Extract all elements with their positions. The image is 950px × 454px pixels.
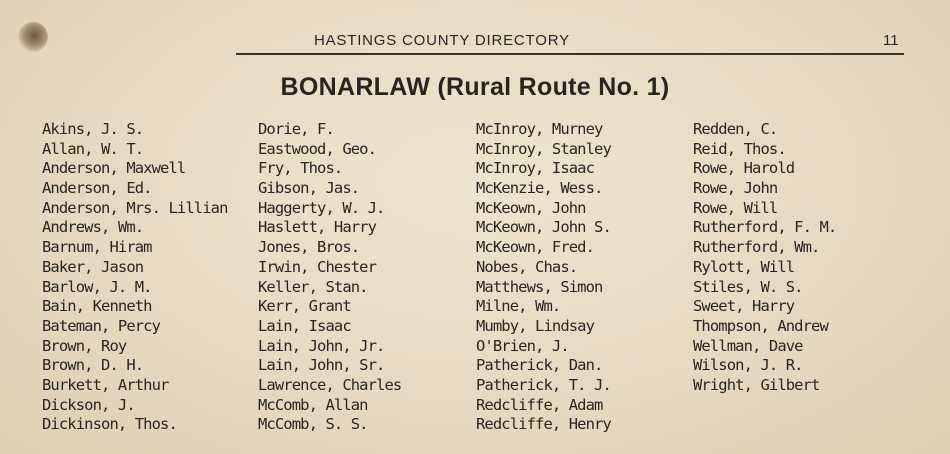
directory-entry: Rowe, Harold xyxy=(693,159,795,178)
directory-entry: Redcliffe, Adam xyxy=(476,395,603,414)
directory-entry: Patherick, Dan. xyxy=(476,356,603,375)
directory-entry: McKenzie, Wess. xyxy=(476,179,603,198)
directory-entry: Stiles, W. S. xyxy=(693,277,803,296)
directory-entry: Brown, D. H. xyxy=(42,356,144,375)
directory-entry: Lain, Isaac xyxy=(258,316,351,335)
directory-entry: Irwin, Chester xyxy=(258,257,377,276)
directory-entry: Dickson, J. xyxy=(42,395,135,414)
directory-entry: Lawrence, Charles xyxy=(258,375,402,394)
directory-entry: Haslett, Harry xyxy=(258,218,377,237)
directory-entry: Sweet, Harry xyxy=(693,297,795,316)
directory-title: HASTINGS COUNTY DIRECTORY xyxy=(314,32,570,49)
directory-entry: Barnum, Hiram xyxy=(42,238,152,257)
directory-entry: Redcliffe, Henry xyxy=(476,415,611,434)
directory-entry: McKeown, John xyxy=(476,198,586,217)
directory-entry: Fry, Thos. xyxy=(258,159,343,178)
directory-entry: McInroy, Murney xyxy=(476,120,603,138)
directory-entry: Jones, Bros. xyxy=(258,238,360,257)
directory-entry: Nobes, Chas. xyxy=(476,257,578,276)
directory-entry: Dorie, F. xyxy=(258,120,334,138)
directory-entry: Burkett, Arthur xyxy=(42,375,169,394)
directory-entry: Bain, Kenneth xyxy=(42,297,152,316)
directory-entry: Baker, Jason xyxy=(42,257,144,276)
page-number: 11 xyxy=(883,32,899,49)
directory-entry: Patherick, T. J. xyxy=(476,375,611,394)
directory-entry: O'Brien, J. xyxy=(476,336,569,355)
header-rule xyxy=(236,53,904,55)
directory-entry: Eastwood, Geo. xyxy=(258,139,377,158)
directory-entry: Reid, Thos. xyxy=(693,139,786,158)
directory-entry: Keller, Stan. xyxy=(258,277,368,296)
section-title: BONARLAW (Rural Route No. 1) xyxy=(280,73,670,101)
directory-entry: Kerr, Grant xyxy=(258,297,351,316)
directory-entry: Brown, Roy xyxy=(42,336,127,355)
directory-entry: McComb, S. S. xyxy=(258,415,368,434)
directory-entry: Rowe, Will xyxy=(693,198,778,217)
directory-entry: Wilson, J. R. xyxy=(693,356,803,375)
directory-entry: Mumby, Lindsay xyxy=(476,316,595,335)
directory-entry: Rutherford, Wm. xyxy=(693,238,820,257)
directory-entry: Andrews, Wm. xyxy=(42,218,144,237)
directory-entry: Barlow, J. M. xyxy=(42,277,152,296)
directory-entry: Rowe, John xyxy=(693,179,778,198)
directory-entry: Akins, J. S. xyxy=(42,120,144,138)
directory-entry: Haggerty, W. J. xyxy=(258,198,385,217)
directory-entry: Matthews, Simon xyxy=(476,277,603,296)
directory-entry: Rutherford, F. M. xyxy=(693,218,837,237)
directory-entry: Gibson, Jas. xyxy=(258,179,360,198)
directory-entry: Wellman, Dave xyxy=(693,336,803,355)
directory-entry: Anderson, Maxwell xyxy=(42,159,186,178)
directory-entry: Milne, Wm. xyxy=(476,297,561,316)
directory-entry: McInroy, Isaac xyxy=(476,159,595,178)
directory-entry: Bateman, Percy xyxy=(42,316,161,335)
directory-entry: Lain, John, Jr. xyxy=(258,336,385,355)
directory-entry: Wright, Gilbert xyxy=(693,375,820,394)
directory-entry: Redden, C. xyxy=(693,120,778,138)
column-4 xyxy=(693,120,913,396)
directory-entry: McComb, Allan xyxy=(258,395,368,414)
directory-entry: McKeown, John S. xyxy=(476,218,611,237)
column-1 xyxy=(42,120,262,435)
directory-entry: McKeown, Fred. xyxy=(476,238,595,257)
column-3 xyxy=(476,120,696,435)
directory-entry: Thompson, Andrew xyxy=(693,316,828,335)
directory-entry: Rylott, Will xyxy=(693,257,795,276)
directory-entry: McInroy, Stanley xyxy=(476,139,611,158)
directory-entry: Anderson, Ed. xyxy=(42,179,152,198)
directory-entry: Anderson, Mrs. Lillian xyxy=(42,198,228,217)
directory-entry: Lain, John, Sr. xyxy=(258,356,385,375)
directory-entry: Dickinson, Thos. xyxy=(42,415,177,434)
column-2 xyxy=(258,120,478,435)
directory-entry: Allan, W. T. xyxy=(42,139,144,158)
